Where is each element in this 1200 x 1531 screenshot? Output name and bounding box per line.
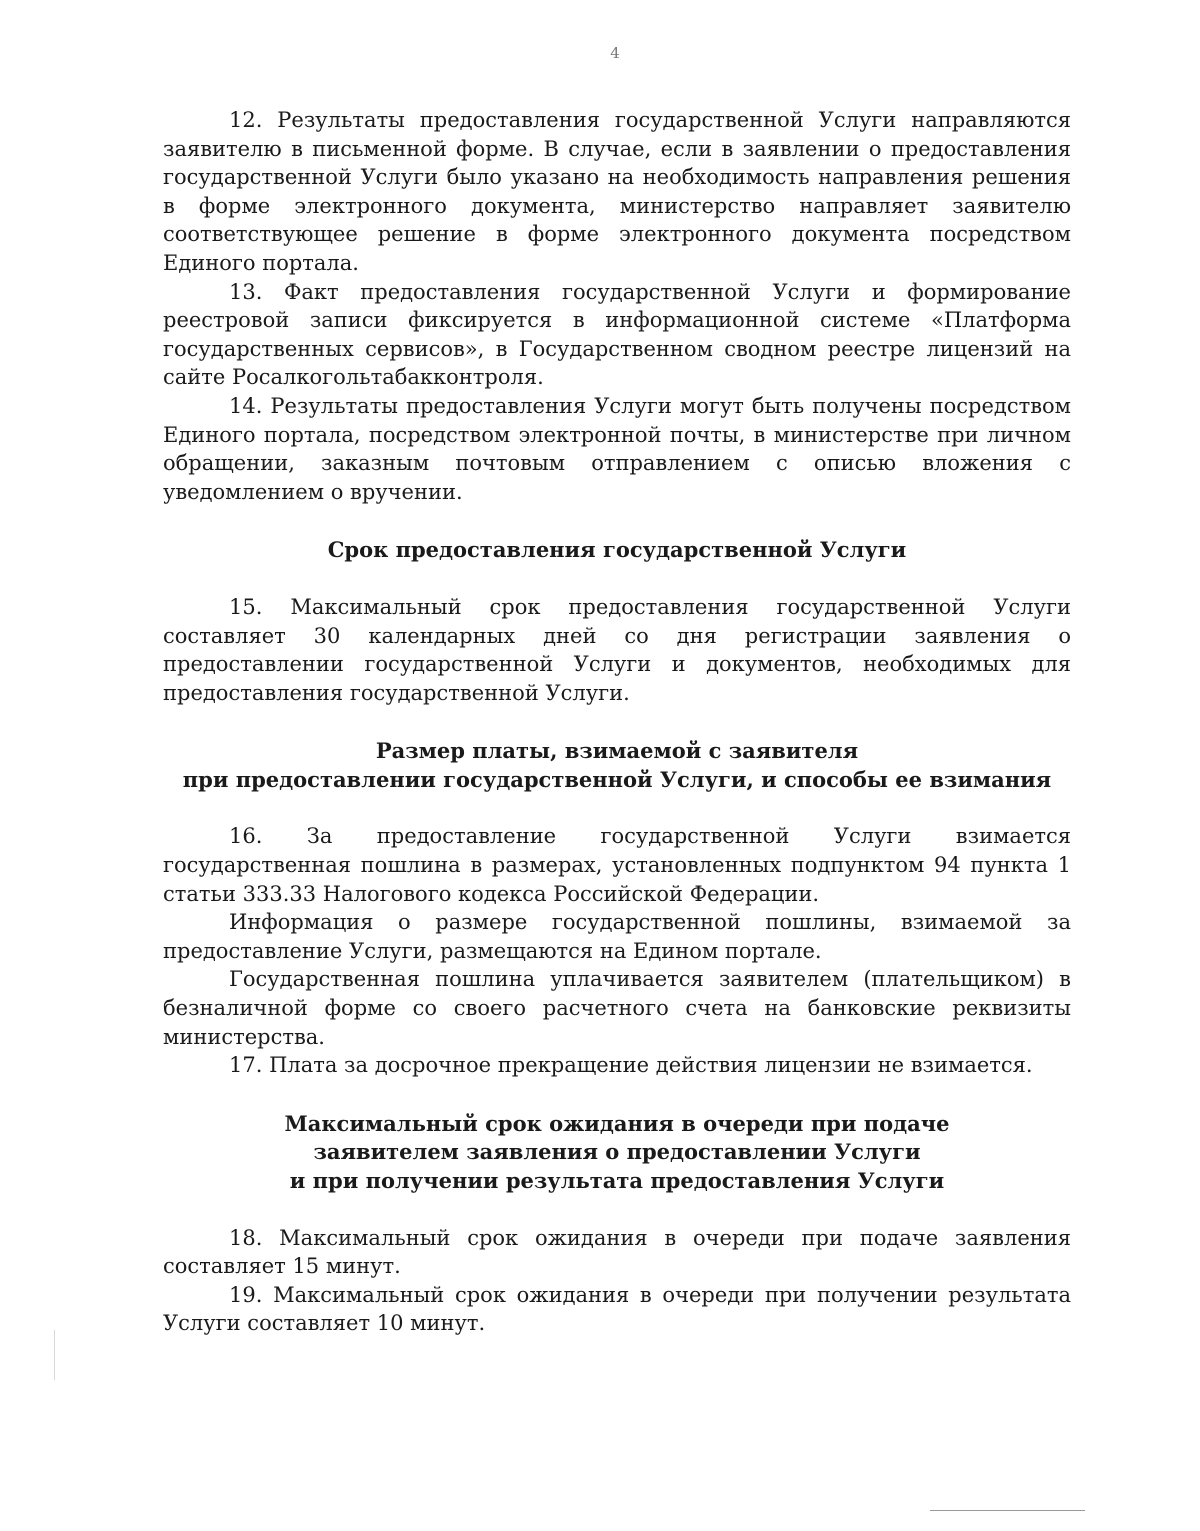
paragraph-fee-info: Информация о размере государственной пошлины, взимаемой за предоставление Услуги, размещаются на Едином портале.: [163, 910, 1071, 963]
heading-line: Размер платы, взимаемой с заявителя: [375, 738, 859, 764]
heading-line: Срок предоставления государственной Услуги: [327, 537, 907, 563]
footer-rule: [930, 1510, 1085, 1511]
paragraph-13: 13. Факт предоставления государственной Услуги и формирование реестровой записи фиксируется в информационной системе «Платформа государственных сервисов», в Государственном сводном реестре лицензий на сайте Росалкогольтабакконтроля.: [163, 279, 1071, 390]
paragraph-14: 14. Результаты предоставления Услуги могут быть получены посредством Единого портала, посредством электронной почты, в министерстве при личном обращении, заказным почтовым отправлением с описью вложения с уведомлением о вручении.: [163, 393, 1071, 504]
heading-line: и при получении результата предоставления Услуги: [289, 1168, 945, 1193]
section-heading-term: [163, 536, 1071, 565]
paragraph-16: 16. За предоставление государственной Услуги взимается государственная пошлина в размерах, установленных подпунктом 94 пункта 1 статьи 333.33 Налогового кодекса Российской Федерации.: [163, 824, 1071, 906]
heading-line: Максимальный срок ожидания в очереди при подаче: [284, 1110, 950, 1136]
heading-line: заявителем заявления о предоставлении Услуги: [313, 1139, 921, 1165]
section-heading-queue: [163, 1110, 1071, 1196]
page-number: 4: [610, 44, 620, 62]
paragraph-15: 15. Максимальный срок предоставления государственной Услуги составляет 30 календарных дней со дня регистрации заявления о предоставлении государственной Услуги и документов, необходимых для предоставления государственной Услуги.: [163, 594, 1071, 705]
paragraph-12: 12. Результаты предоставления государственной Услуги направляются заявителю в письменной форме. В случае, если в заявлении о предоставления государственной Услуги было указано на необходимость направления решения в форме электронного документа, министерство направляет заявителю соответствующее решение в форме электронного документа посредством Единого портала.: [163, 108, 1071, 275]
section-heading-fee: [163, 737, 1071, 794]
document-body: [163, 106, 1071, 1338]
paragraph-18: 18. Максимальный срок ожидания в очереди при подаче заявления составляет 15 минут.: [163, 1225, 1071, 1279]
paragraph-fee-payment: Государственная пошлина уплачивается заявителем (плательщиком) в безналичной форме со своего расчетного счета на банковские реквизиты министерства.: [163, 967, 1071, 1049]
paragraph-17: 17. Плата за досрочное прекращение действия лицензии не взимается.: [229, 1053, 1033, 1078]
scan-edge-mark: [54, 1330, 55, 1380]
paragraph-19: 19. Максимальный срок ожидания в очереди при получении результата Услуги составляет 10 минут.: [163, 1282, 1071, 1336]
heading-line: при предоставлении государственной Услуги, и способы ее взимания: [182, 766, 1052, 792]
